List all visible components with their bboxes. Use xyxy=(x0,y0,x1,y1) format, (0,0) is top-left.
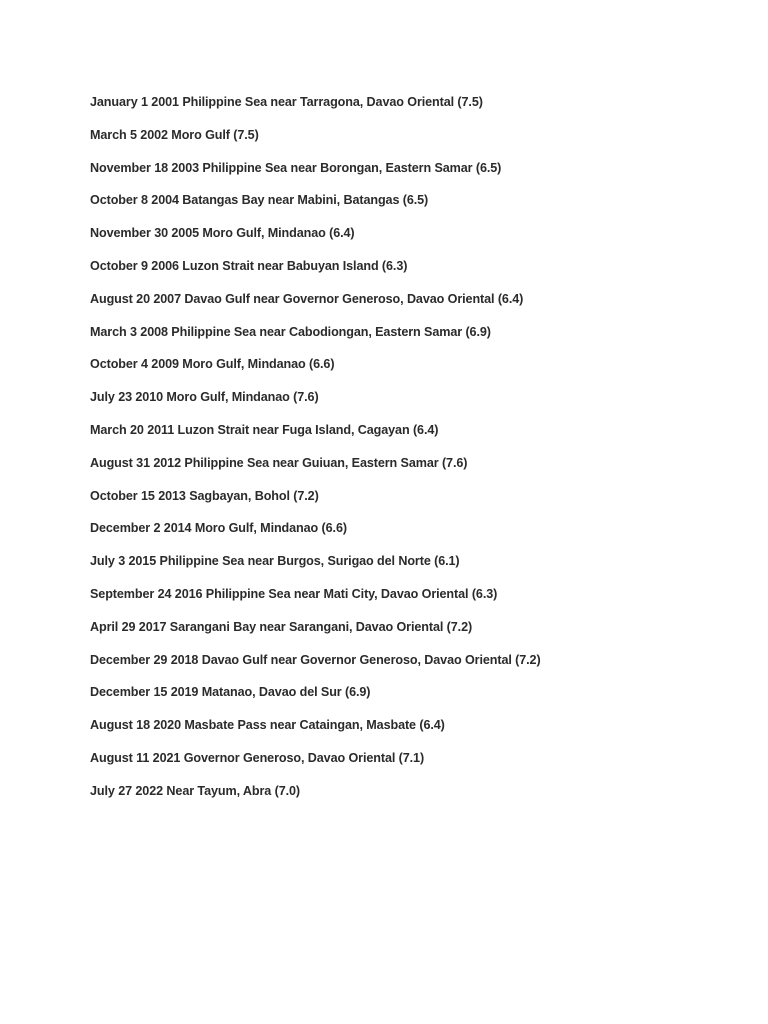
list-item: July 27 2022 Near Tayum, Abra (7.0) xyxy=(90,783,300,798)
list-item: August 20 2007 Davao Gulf near Governor Generoso, Davao Oriental (6.4) xyxy=(90,291,524,306)
list-item: January 1 2001 Philippine Sea near Tarragona, Davao Oriental (7.5) xyxy=(90,95,483,109)
list-item: April 29 2017 Sarangani Bay near Sarangani, Davao Oriental (7.2) xyxy=(90,619,473,634)
list-item: March 5 2002 Moro Gulf (7.5) xyxy=(90,127,259,142)
list-item: November 18 2003 Philippine Sea near Borongan, Eastern Samar (6.5) xyxy=(90,160,502,175)
list-item: December 15 2019 Matanao, Davao del Sur (6.9) xyxy=(90,685,371,700)
list-item: October 4 2009 Moro Gulf, Mindanao (6.6) xyxy=(90,357,335,372)
list-item: March 20 2011 Luzon Strait near Fuga Island, Cagayan (6.4) xyxy=(90,422,439,437)
earthquake-list xyxy=(90,92,541,814)
list-item: September 24 2016 Philippine Sea near Mati City, Davao Oriental (6.3) xyxy=(90,586,498,601)
list-item: August 18 2020 Masbate Pass near Cataingan, Masbate (6.4) xyxy=(90,718,445,733)
list-item: August 11 2021 Governor Generoso, Davao Oriental (7.1) xyxy=(90,750,425,765)
list-item: March 3 2008 Philippine Sea near Cabodiongan, Eastern Samar (6.9) xyxy=(90,324,491,339)
list-item: December 29 2018 Davao Gulf near Governor Generoso, Davao Oriental (7.2) xyxy=(90,652,541,667)
list-item: October 15 2013 Sagbayan, Bohol (7.2) xyxy=(90,488,319,503)
list-item: October 9 2006 Luzon Strait near Babuyan Island (6.3) xyxy=(90,258,408,273)
list-item: October 8 2004 Batangas Bay near Mabini, Batangas (6.5) xyxy=(90,193,429,208)
list-item: November 30 2005 Moro Gulf, Mindanao (6.4) xyxy=(90,226,355,241)
list-item: July 23 2010 Moro Gulf, Mindanao (7.6) xyxy=(90,390,319,405)
list-item: August 31 2012 Philippine Sea near Guiuan, Eastern Samar (7.6) xyxy=(90,455,468,470)
list-item: December 2 2014 Moro Gulf, Mindanao (6.6) xyxy=(90,521,347,536)
list-item: July 3 2015 Philippine Sea near Burgos, Surigao del Norte (6.1) xyxy=(90,554,460,569)
